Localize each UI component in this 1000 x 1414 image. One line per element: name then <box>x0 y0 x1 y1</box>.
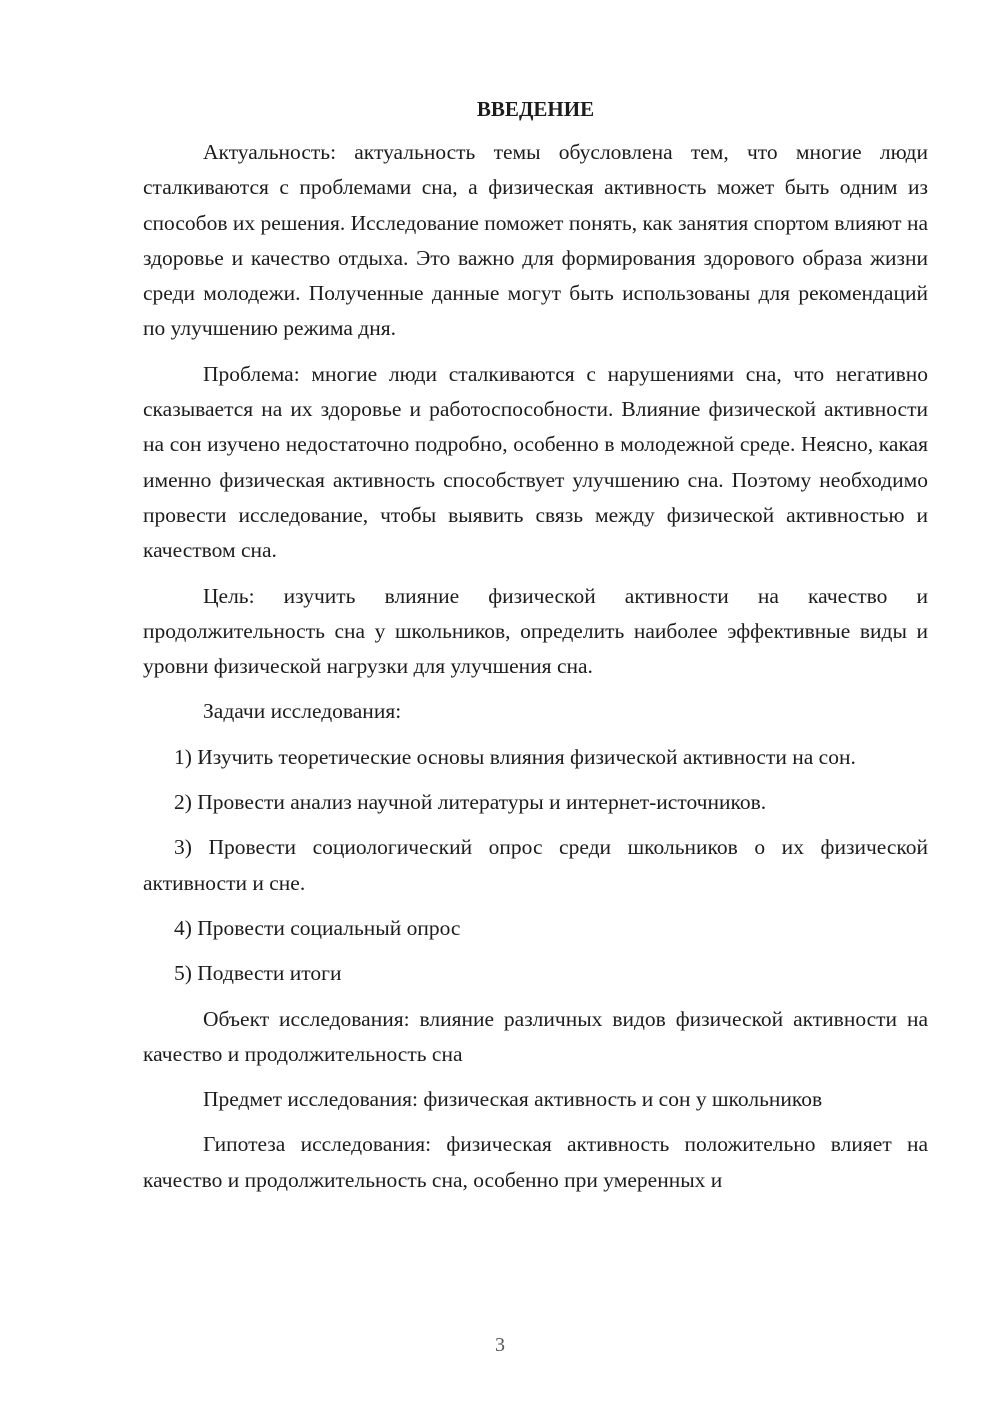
paragraph-subject: Предмет исследования: физическая активность и сон у школьников <box>203 1087 823 1112</box>
paragraph-goal: Цель: изучить влияние физической активности на качество и продолжительность сна у школьников, определить наиболее эффективные виды и уровни физической нагрузки для улучшения сна. <box>143 583 928 679</box>
document-page <box>143 92 928 1208</box>
task-item-5: 5) Подвести итоги <box>174 961 342 986</box>
task-item-2: 2) Провести анализ научной литературы и интернет-источников. <box>174 790 767 815</box>
paragraph-hypothesis: Гипотеза исследования: физическая активность положительно влияет на качество и продолжительность сна, особенно при умеренных и <box>143 1132 928 1192</box>
page-number: 3 <box>495 1334 505 1356</box>
paragraph-relevance: Актуальность: актуальность темы обусловлена тем, что многие люди сталкиваются с проблемами сна, а физическая активность может быть одним из способов их решения. Исследование поможет понять, как занятия спортом влияют на здоровье и качество отдыха. Это важно для формирования здорового образа жизни среди молодежи. Полученные данные могут быть использованы для рекомендаций по улучшению режима дня. <box>143 140 928 341</box>
task-item-1: 1) Изучить теоретические основы влияния физической активности на сон. <box>174 744 856 769</box>
section-title: ВВЕДЕНИЕ <box>476 97 595 121</box>
paragraph-object: Объект исследования: влияние различных видов физической активности на качество и продолжительность сна <box>143 1006 928 1066</box>
task-item-3: 3) Провести социологический опрос среди школьников о их физической активности и сне. <box>143 835 928 895</box>
paragraph-tasks-heading: Задачи исследования: <box>203 699 402 724</box>
task-item-4: 4) Провести социальный опрос <box>174 915 461 940</box>
paragraph-problem: Проблема: многие люди сталкиваются с нарушениями сна, что негативно сказывается на их здоровье и работоспособности. Влияние физической активности на сон изучено недостаточно подробно, особенно в молодежной среде. Неясно, какая именно физическая активность способствует улучшению сна. Поэтому необходимо провести исследование, чтобы выявить связь между физической активностью и качеством сна. <box>143 361 928 563</box>
